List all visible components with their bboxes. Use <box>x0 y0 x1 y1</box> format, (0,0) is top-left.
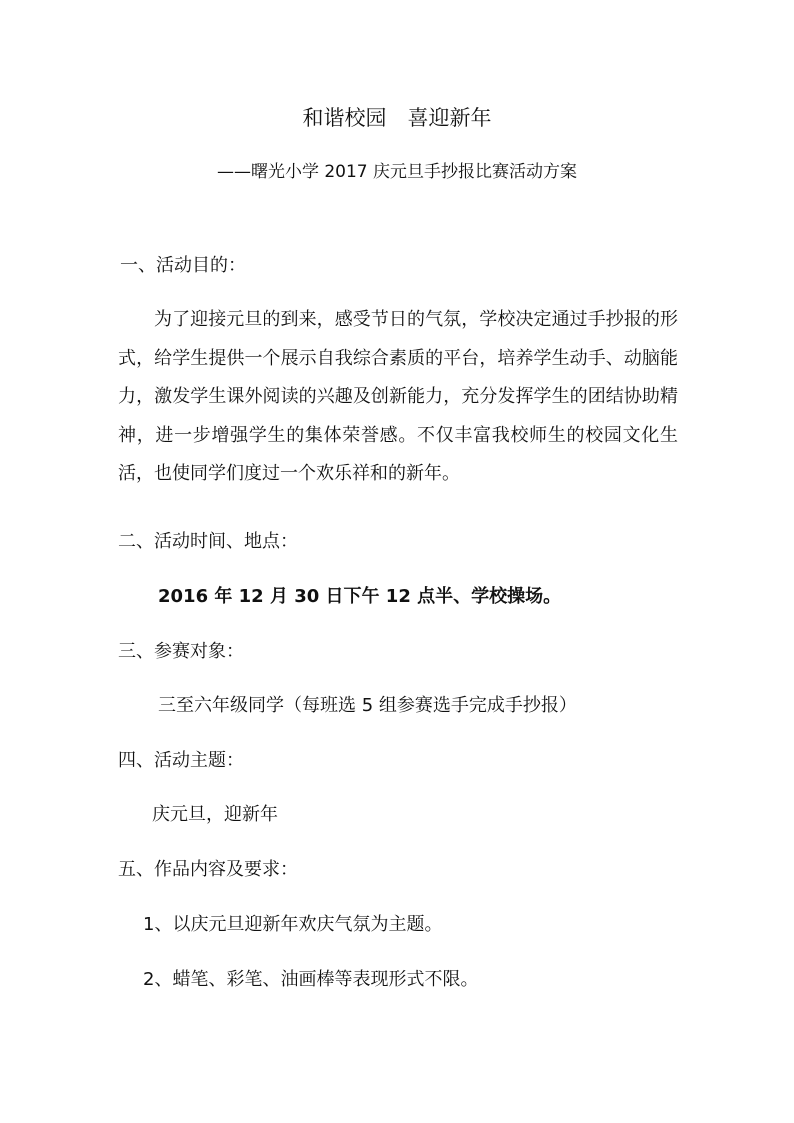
section-body-theme: 庆元旦，迎新年 <box>152 804 278 825</box>
section-body-purpose: 为了迎接元旦的到来，感受节日的气氛，学校决定通过手抄报的形式，给学生提供一个展示自我综合素质的平台，培养学生动手、动脑能力，激发学生课外阅读的兴趣及创新能力，充分发挥学生的团结协助精神，进一步增强学生的集体荣誉感。不仅丰富我校师生的校园文化生活，也使同学们度过一个欢乐祥和的新年。 <box>118 309 678 484</box>
section-heading-participants: 三、参赛对象： <box>118 641 244 662</box>
document-subtitle: ——曙光小学 2017 庆元旦手抄报比赛活动方案 <box>216 162 578 182</box>
section-heading-requirements: 五、作品内容及要求： <box>118 859 298 880</box>
document-title: 和谐校园 喜迎新年 <box>302 106 492 130</box>
section-heading-purpose: 一、活动目的： <box>120 255 246 276</box>
requirement-item: 1、以庆元旦迎新年欢庆气氛为主题。 <box>143 914 443 935</box>
requirement-item: 2、蜡笔、彩笔、油画棒等表现形式不限。 <box>143 969 479 990</box>
section-body-time-place: 2016 年 12 月 30 日下午 12 点半、学校操场。 <box>158 586 562 607</box>
section-heading-time-place: 二、活动时间、地点： <box>118 531 298 552</box>
section-heading-theme: 四、活动主题： <box>118 750 244 771</box>
section-body-participants: 三至六年级同学（每班选 5 组参赛选手完成手抄报） <box>158 695 577 716</box>
